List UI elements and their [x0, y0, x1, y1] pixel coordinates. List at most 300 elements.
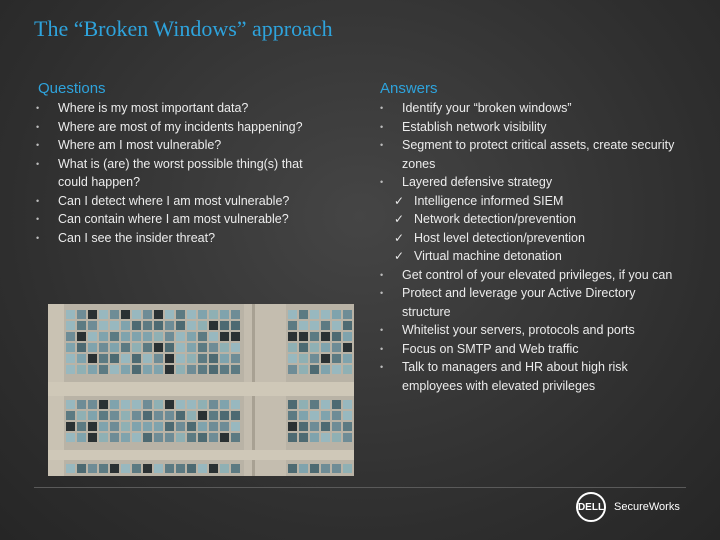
window-pane: [231, 411, 240, 420]
window-pane: [110, 411, 119, 420]
window-pane: [154, 310, 163, 319]
window-pane: [143, 411, 152, 420]
window-pane: [332, 310, 341, 319]
window-pane: [343, 464, 352, 473]
window-pane: [288, 422, 297, 431]
window-pane: [132, 365, 141, 374]
window-pane: [310, 422, 319, 431]
window-pane: [231, 310, 240, 319]
window-pane: [77, 400, 86, 409]
window-pane: [299, 354, 308, 363]
window-pane: [231, 343, 240, 352]
window-pane: [332, 411, 341, 420]
window-pane: [110, 400, 119, 409]
window-pane: [220, 354, 229, 363]
window-pane: [132, 310, 141, 319]
window-pane: [288, 365, 297, 374]
window-pane: [88, 321, 97, 330]
window-pane: [143, 400, 152, 409]
checkmark-icon: ✓: [394, 249, 405, 263]
window-pane: [231, 321, 240, 330]
window-pane: [143, 365, 152, 374]
window-pane: [299, 343, 308, 352]
list-item-text: Where is my most important data?: [58, 101, 249, 115]
window-pane: [310, 411, 319, 420]
window-pane: [321, 422, 330, 431]
bullet-icon: •: [36, 158, 40, 169]
window-pane: [132, 343, 141, 352]
list-item-text: Establish network visibility: [402, 119, 547, 134]
window-pane: [165, 433, 174, 442]
window-pane: [99, 422, 108, 431]
bullet-icon: •: [380, 325, 384, 335]
window-pane: [321, 354, 330, 363]
list-item-text: Focus on SMTP and Web traffic: [402, 341, 579, 356]
window-pane: [187, 411, 196, 420]
window-pane: [66, 411, 75, 420]
window-pane: [66, 433, 75, 442]
window-pane: [321, 321, 330, 330]
window-pane: [310, 433, 319, 442]
window-pane: [165, 343, 174, 352]
window-pane: [132, 321, 141, 330]
window-pane: [187, 400, 196, 409]
question-item: [34, 210, 334, 229]
window-pane: [154, 433, 163, 442]
broken-windows-photo: [48, 304, 354, 476]
window-pane: [209, 310, 218, 319]
window-pane: [288, 433, 297, 442]
window-pane: [299, 422, 308, 431]
window-pane: [110, 310, 119, 319]
window-pane: [198, 321, 207, 330]
bullet-icon: •: [380, 177, 384, 187]
window-pane: [132, 400, 141, 409]
window-pane: [143, 354, 152, 363]
window-pane: [321, 400, 330, 409]
window-pane: [332, 343, 341, 352]
window-pane: [77, 332, 86, 341]
window-pane: [121, 433, 130, 442]
window-pane: [121, 343, 130, 352]
window-pane: [343, 411, 352, 420]
window-pane: [110, 354, 119, 363]
window-pane: [343, 400, 352, 409]
window-pane: [332, 365, 341, 374]
bullet-icon: •: [380, 103, 384, 113]
window-pane: [132, 464, 141, 473]
window-pane: [299, 411, 308, 420]
bullet-icon: •: [36, 103, 40, 113]
questions-heading: Questions: [38, 80, 106, 97]
window-pane: [77, 464, 86, 473]
window-pane: [88, 343, 97, 352]
checkmark-icon: ✓: [394, 212, 405, 226]
window-pane: [332, 400, 341, 409]
window-pane: [299, 365, 308, 374]
window-pane: [77, 422, 86, 431]
window-pane: [310, 400, 319, 409]
slide-title: The “Broken Windows” approach: [34, 16, 333, 41]
window-pane: [66, 400, 75, 409]
window-pane: [121, 464, 130, 473]
answer-item: [378, 118, 678, 137]
list-item-text: Talk to managers and HR about high risk employees with elevated privileges: [402, 360, 628, 393]
list-item-text: Segment to protect critical assets, create security zones: [402, 138, 675, 171]
window-pane: [121, 354, 130, 363]
window-pane: [66, 464, 75, 473]
window-pane: [176, 332, 185, 341]
secureworks-wordmark: SecureWorks: [614, 501, 680, 513]
window-pane: [343, 354, 352, 363]
window-pane: [165, 411, 174, 420]
window-pane: [165, 400, 174, 409]
window-pane: [88, 400, 97, 409]
window-pane: [209, 332, 218, 341]
bullet-icon: •: [380, 362, 384, 372]
window-pane: [209, 411, 218, 420]
bullet-icon: •: [380, 288, 384, 298]
question-item: [34, 155, 334, 192]
window-pane: [288, 321, 297, 330]
window-pane: [220, 411, 229, 420]
window-pane: [66, 343, 75, 352]
window-pane: [143, 321, 152, 330]
answer-item: [378, 284, 678, 321]
window-pane: [198, 422, 207, 431]
window-pane: [332, 332, 341, 341]
window-pane: [176, 433, 185, 442]
answer-item: [378, 136, 678, 173]
window-pane: [110, 422, 119, 431]
window-pane: [66, 354, 75, 363]
window-pane: [332, 321, 341, 330]
window-pane: [77, 343, 86, 352]
answer-item: [378, 99, 678, 118]
window-pane: [343, 321, 352, 330]
window-pane: [110, 433, 119, 442]
window-pane: [198, 400, 207, 409]
list-item-text: Intelligence informed SIEM: [414, 193, 564, 208]
window-pane: [321, 464, 330, 473]
window-pane: [88, 354, 97, 363]
checkmark-icon: ✓: [394, 193, 405, 208]
answer-subitem: [378, 192, 678, 211]
window-pane: [187, 464, 196, 473]
window-pane: [220, 400, 229, 409]
window-pane: [143, 310, 152, 319]
bullet-icon: •: [36, 195, 40, 206]
window-pane: [132, 422, 141, 431]
window-pane: [99, 400, 108, 409]
list-item-text: Identify your “broken windows”: [402, 101, 572, 115]
list-item-text: Where am I most vulnerable?: [58, 138, 222, 152]
window-pane: [77, 433, 86, 442]
window-pane: [66, 422, 75, 431]
window-pane: [231, 365, 240, 374]
window-pane: [176, 321, 185, 330]
window-pane: [132, 332, 141, 341]
window-pane: [88, 422, 97, 431]
window-pane: [154, 321, 163, 330]
window-pane: [143, 343, 152, 352]
window-pane: [165, 354, 174, 363]
list-item-text: Get control of your elevated privileges, if you can: [402, 267, 673, 282]
window-pane: [310, 365, 319, 374]
question-item: [34, 136, 334, 155]
list-item-text: Protect and leverage your Active Directory structure: [402, 286, 636, 319]
window-pane: [220, 343, 229, 352]
window-pane: [231, 464, 240, 473]
window-pane: [231, 354, 240, 363]
window-pane: [77, 365, 86, 374]
window-pane: [321, 310, 330, 319]
window-pane: [154, 365, 163, 374]
window-pane: [209, 422, 218, 431]
window-pane: [88, 365, 97, 374]
window-pane: [288, 332, 297, 341]
answer-item: [378, 173, 678, 192]
question-item: [34, 99, 334, 118]
window-pane: [198, 354, 207, 363]
window-pane: [343, 310, 352, 319]
window-pane: [99, 365, 108, 374]
window-pane: [187, 354, 196, 363]
window-pane: [121, 310, 130, 319]
window-pane: [343, 422, 352, 431]
window-pane: [66, 365, 75, 374]
window-pane: [99, 343, 108, 352]
window-pane: [220, 332, 229, 341]
window-pane: [198, 464, 207, 473]
window-pane: [220, 310, 229, 319]
dell-secureworks-logo: [576, 492, 680, 522]
window-pane: [310, 464, 319, 473]
window-pane: [310, 332, 319, 341]
window-pane: [88, 411, 97, 420]
window-pane: [176, 411, 185, 420]
list-item-text: What is (are) the worst possible thing(s) that could happen?: [58, 156, 303, 189]
window-pane: [187, 422, 196, 431]
window-pane: [231, 433, 240, 442]
window-pane: [198, 433, 207, 442]
window-pane: [198, 343, 207, 352]
window-pane: [321, 365, 330, 374]
window-pane: [165, 310, 174, 319]
window-pane: [99, 433, 108, 442]
window-pane: [176, 464, 185, 473]
window-pane: [121, 411, 130, 420]
window-pane: [176, 365, 185, 374]
window-pane: [343, 332, 352, 341]
window-pane: [187, 332, 196, 341]
window-pane: [77, 411, 86, 420]
window-pane: [198, 310, 207, 319]
window-pane: [288, 354, 297, 363]
window-pane: [321, 332, 330, 341]
window-pane: [321, 411, 330, 420]
answer-item: [378, 321, 678, 340]
window-pane: [165, 422, 174, 431]
window-pane: [288, 400, 297, 409]
window-pane: [154, 343, 163, 352]
window-pane: [176, 310, 185, 319]
window-pane: [310, 310, 319, 319]
window-pane: [88, 464, 97, 473]
window-pane: [143, 422, 152, 431]
window-pane: [187, 321, 196, 330]
question-item: [34, 229, 334, 248]
window-pane: [154, 464, 163, 473]
bullet-icon: •: [36, 214, 40, 224]
window-pane: [121, 332, 130, 341]
window-pane: [99, 411, 108, 420]
list-item-text: Can contain where I am most vulnerable?: [58, 212, 289, 226]
window-pane: [231, 332, 240, 341]
questions-list: [34, 99, 334, 247]
checkmark-icon: ✓: [394, 230, 405, 245]
window-pane: [176, 422, 185, 431]
window-pane: [143, 464, 152, 473]
window-pane: [299, 332, 308, 341]
window-pane: [187, 343, 196, 352]
window-pane: [332, 433, 341, 442]
window-pane: [88, 310, 97, 319]
window-pane: [66, 321, 75, 330]
window-pane: [299, 321, 308, 330]
window-pane: [299, 400, 308, 409]
answers-list: [378, 99, 678, 395]
window-pane: [198, 411, 207, 420]
window-pane: [165, 321, 174, 330]
window-pane: [209, 400, 218, 409]
window-pane: [143, 332, 152, 341]
window-pane: [154, 332, 163, 341]
answer-item: [378, 266, 678, 285]
window-pane: [299, 433, 308, 442]
window-pane: [121, 422, 130, 431]
question-item: [34, 192, 334, 211]
window-pane: [110, 365, 119, 374]
window-pane: [343, 365, 352, 374]
window-pane: [77, 354, 86, 363]
answer-subitem: [378, 229, 678, 248]
window-pane: [299, 464, 308, 473]
window-pane: [99, 310, 108, 319]
window-pane: [321, 433, 330, 442]
answers-heading: Answers: [380, 80, 438, 97]
window-pane: [220, 464, 229, 473]
window-pane: [176, 354, 185, 363]
window-pane: [154, 400, 163, 409]
window-pane: [88, 433, 97, 442]
list-item-text: Where are most of my incidents happening?: [58, 119, 303, 134]
window-pane: [187, 310, 196, 319]
window-pane: [176, 343, 185, 352]
bullet-icon: •: [380, 269, 384, 280]
window-pane: [198, 365, 207, 374]
window-pane: [132, 354, 141, 363]
window-pane: [209, 354, 218, 363]
window-pane: [110, 464, 119, 473]
window-pane: [66, 332, 75, 341]
window-pane: [209, 321, 218, 330]
list-item-text: Layered defensive strategy: [402, 175, 553, 189]
window-pane: [288, 310, 297, 319]
window-pane: [288, 411, 297, 420]
window-pane: [132, 411, 141, 420]
window-pane: [77, 310, 86, 319]
window-pane: [66, 310, 75, 319]
window-pane: [209, 343, 218, 352]
window-pane: [209, 464, 218, 473]
bullet-icon: •: [36, 121, 40, 132]
window-pane: [99, 354, 108, 363]
bullet-icon: •: [380, 343, 384, 354]
bullet-icon: •: [380, 121, 384, 132]
window-pane: [321, 343, 330, 352]
window-pane: [332, 464, 341, 473]
window-pane: [154, 422, 163, 431]
window-pane: [343, 343, 352, 352]
window-pane: [220, 321, 229, 330]
window-pane: [176, 400, 185, 409]
window-pane: [288, 464, 297, 473]
list-item-text: Host level detection/prevention: [414, 230, 585, 245]
window-pane: [99, 464, 108, 473]
answer-subitem: [378, 210, 678, 229]
window-pane: [143, 433, 152, 442]
window-pane: [110, 321, 119, 330]
window-pane: [88, 332, 97, 341]
list-item-text: Can I see the insider threat?: [58, 230, 216, 245]
window-pane: [231, 422, 240, 431]
window-pane: [220, 433, 229, 442]
footer-divider: [34, 487, 686, 488]
window-pane: [288, 343, 297, 352]
window-pane: [343, 433, 352, 442]
window-pane: [310, 354, 319, 363]
window-pane: [187, 365, 196, 374]
window-pane: [121, 321, 130, 330]
window-pane: [99, 332, 108, 341]
window-pane: [310, 343, 319, 352]
window-pane: [332, 422, 341, 431]
list-item-text: Virtual machine detonation: [414, 249, 562, 263]
window-pane: [231, 400, 240, 409]
window-pane: [121, 400, 130, 409]
question-item: [34, 118, 334, 137]
window-pane: [132, 433, 141, 442]
window-pane: [154, 411, 163, 420]
bullet-icon: •: [36, 140, 40, 150]
window-pane: [332, 354, 341, 363]
window-pane: [209, 365, 218, 374]
answer-subitem: [378, 247, 678, 266]
window-pane: [209, 433, 218, 442]
window-pane: [187, 433, 196, 442]
bullet-icon: •: [36, 232, 40, 243]
list-item-text: Can I detect where I am most vulnerable?: [58, 193, 290, 208]
window-pane: [165, 365, 174, 374]
answer-item: [378, 358, 678, 395]
window-pane: [299, 310, 308, 319]
window-pane: [165, 332, 174, 341]
window-pane: [165, 464, 174, 473]
answer-item: [378, 340, 678, 359]
list-item-text: Whitelist your servers, protocols and ports: [402, 323, 635, 337]
window-pane: [198, 332, 207, 341]
